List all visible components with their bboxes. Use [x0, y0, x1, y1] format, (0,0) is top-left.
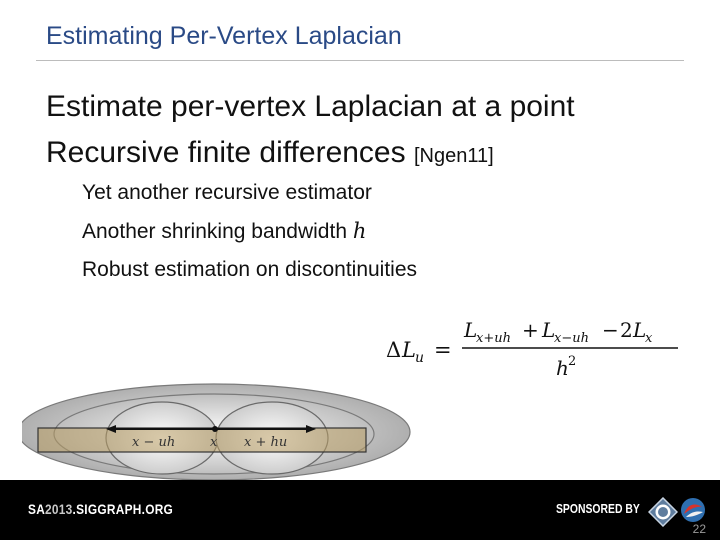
kernel-diagram — [22, 380, 422, 480]
formula-num-minus: − — [602, 318, 619, 342]
sub-bullet-item — [82, 212, 417, 251]
site-prefix: SA — [28, 501, 46, 517]
bandwidth-variable: h — [352, 219, 367, 243]
siggraph-logo-icon — [680, 497, 706, 523]
site-suffix: .SIGGRAPH.ORG — [72, 501, 174, 517]
formula-den-h: h — [556, 356, 569, 380]
citation: [Ngen11] — [413, 145, 494, 167]
slide-title: Estimating Per-Vertex Laplacian — [46, 22, 402, 50]
conference-site — [28, 501, 173, 517]
formula-equals: = — [434, 338, 452, 362]
label-x-minus-uh: x − uh — [132, 435, 176, 450]
bullet-item — [46, 130, 575, 179]
sub-bullet-item — [82, 251, 417, 289]
bullet-list-level1 — [46, 84, 575, 179]
formula-num-L1: L — [464, 318, 478, 342]
sub-bullet-text: Robust estimation on discontinuities — [82, 258, 418, 281]
formula-num-L3: L — [633, 318, 647, 342]
bullet-text: Recursive finite differences — [46, 136, 414, 169]
formula-num-plus: + — [522, 318, 539, 342]
bullet-item — [46, 84, 575, 130]
site-year: 2013 — [45, 501, 73, 517]
formula-num-coef: 2 — [620, 318, 633, 342]
formula-num-L2: L — [542, 318, 556, 342]
formula-lhs-subscript: u — [415, 350, 425, 366]
footer-bar — [0, 480, 720, 540]
sponsored-by-label: SPONSORED BY — [556, 501, 640, 516]
bullet-list-level2 — [82, 174, 417, 289]
formula-num-sub2: x−uh — [554, 331, 589, 346]
page-number: 22 — [692, 522, 706, 536]
center-point — [212, 426, 218, 432]
formula-num-sub3: x — [645, 331, 653, 346]
surface-strip — [38, 428, 366, 452]
acm-logo-icon — [648, 497, 678, 527]
bullet-text: Estimate per-vertex Laplacian at a point — [46, 90, 575, 123]
formula-num-sub1: x+uh — [476, 331, 511, 346]
formula-delta: Δ — [386, 338, 402, 362]
sub-bullet-text: Yet another recursive estimator — [82, 181, 372, 204]
title-divider — [36, 60, 684, 61]
formula-den-exponent: 2 — [568, 354, 577, 369]
sub-bullet-item — [82, 174, 417, 212]
label-x: x — [210, 435, 218, 450]
laplacian-formula — [380, 312, 690, 382]
sub-bullet-text: Another shrinking bandwidth — [82, 220, 353, 243]
label-x-plus-hu: x + hu — [244, 435, 288, 450]
formula-lhs-L: L — [402, 338, 416, 362]
